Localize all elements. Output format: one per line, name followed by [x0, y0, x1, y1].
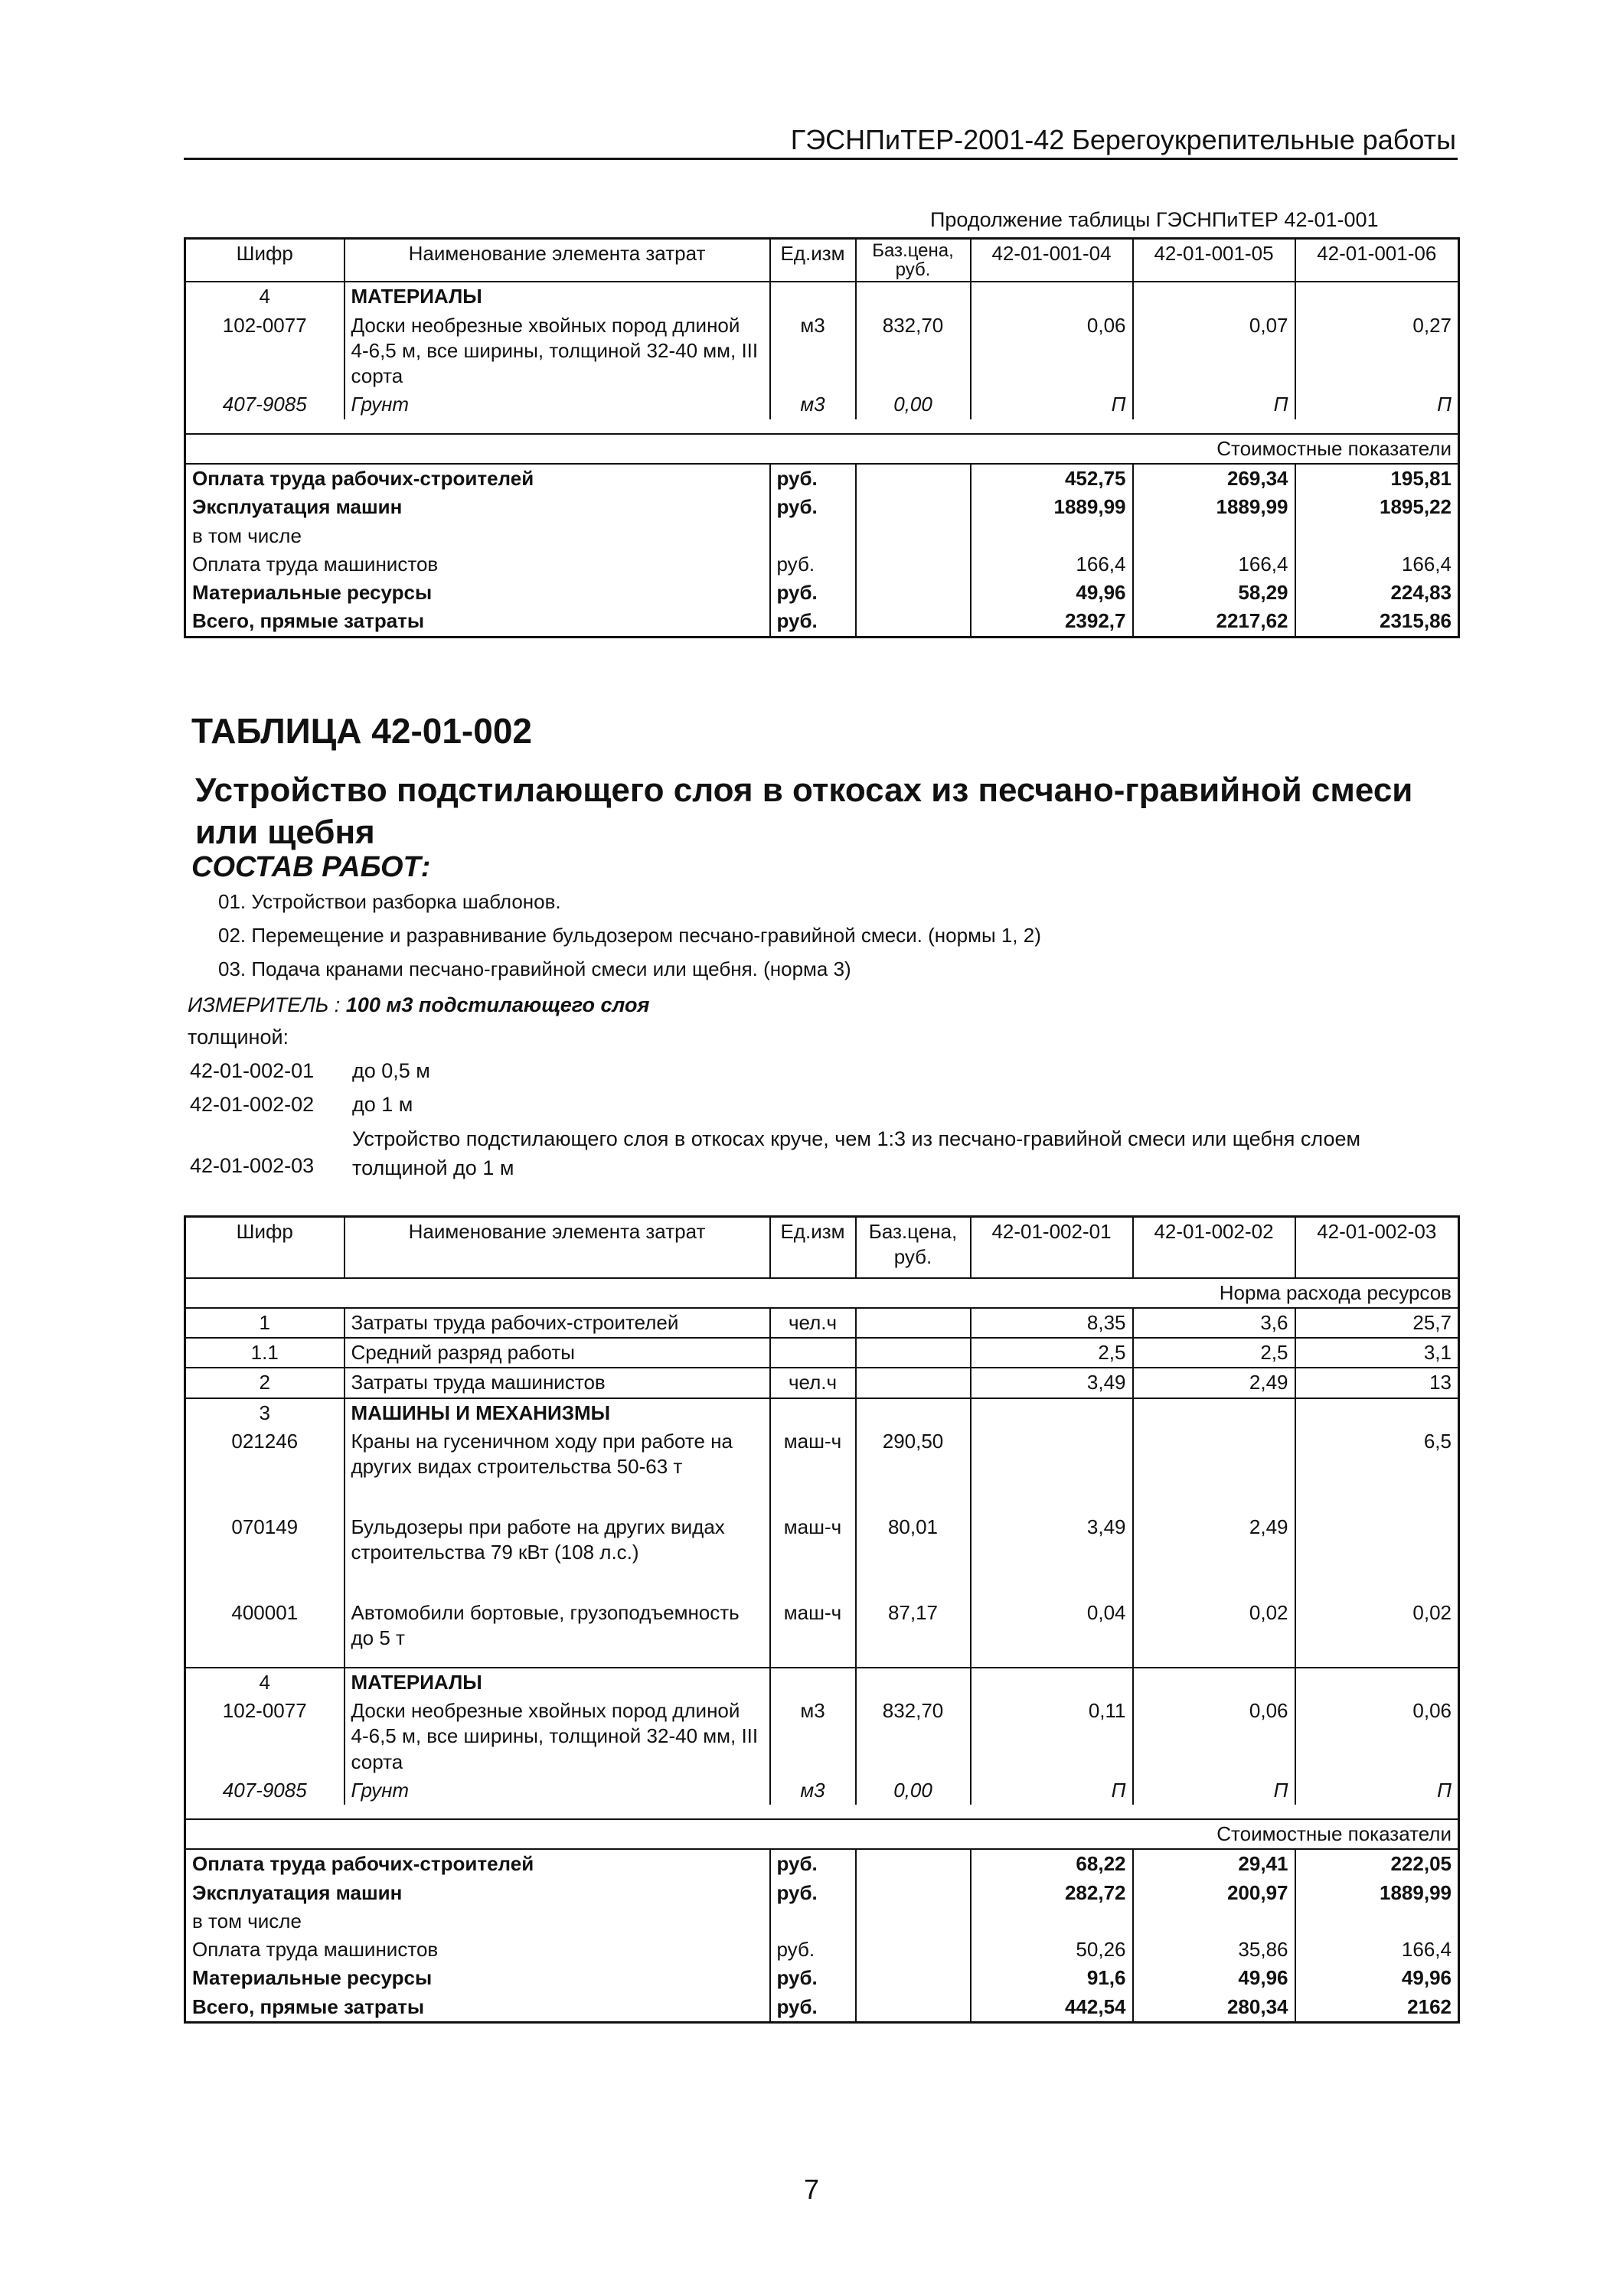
cost-value: 280,34 — [1133, 1993, 1295, 2023]
row-code: 102-0077 — [185, 1697, 345, 1776]
table-row — [185, 1308, 1459, 1338]
norm-desc: до 0,5 м — [352, 1059, 430, 1082]
row-value: 3,49 — [971, 1368, 1133, 1397]
norm-code: 42-01-002-01 — [190, 1059, 315, 1082]
cost-value: 1889,99 — [1133, 493, 1295, 521]
row-value: П — [971, 390, 1133, 419]
row-price: 80,01 — [856, 1513, 971, 1599]
row-value — [971, 1427, 1133, 1513]
cost-row — [185, 1993, 1459, 2023]
cost-unit: руб. — [770, 607, 856, 637]
table-row — [185, 1599, 1459, 1668]
row-code: 1 — [185, 1308, 345, 1338]
cost-value: 2162 — [1407, 1994, 1452, 2018]
cost-value: 2315,86 — [1380, 609, 1452, 633]
cost-name: Оплата труда рабочих-строителей — [185, 1849, 770, 1878]
cost-value: 29,41 — [1133, 1849, 1295, 1878]
cost-label: Стоимостные показатели — [1216, 436, 1452, 460]
table2-cost-label-row — [185, 1819, 1459, 1849]
row-value: 0,07 — [1133, 311, 1295, 391]
section-title: МАШИНЫ И МЕХАНИЗМЫ — [345, 1398, 770, 1427]
table1-col-price: Баз.цена, руб. — [856, 239, 971, 282]
row-code: 407-9085 — [185, 390, 345, 419]
row-price: 290,50 — [856, 1427, 971, 1513]
cost-row — [185, 550, 1459, 579]
table2-section4-row — [185, 1668, 1459, 1697]
section-title: МАТЕРИАЛЫ — [345, 282, 770, 311]
row-name: Средний разряд работы — [345, 1338, 770, 1368]
cost-name: Оплата труда машинистов — [185, 550, 770, 579]
table2-col-norm1: 42-01-002-01 — [971, 1217, 1133, 1278]
table2-col-norm2: 42-01-002-02 — [1133, 1217, 1295, 1278]
cost-unit: руб. — [770, 1993, 856, 2023]
row-name: Грунт — [345, 1776, 770, 1805]
row-value: 3,6 — [1133, 1308, 1295, 1338]
table2 — [184, 1215, 1460, 2024]
cost-value: 50,26 — [971, 1936, 1133, 1964]
row-price: 832,70 — [856, 1697, 971, 1776]
table-row — [185, 1427, 1459, 1513]
table1-col-unit: Ед.изм — [770, 239, 856, 282]
row-unit: маш-ч — [770, 1427, 856, 1513]
cost-value: 224,83 — [1390, 581, 1452, 605]
section-code: 4 — [185, 1668, 345, 1697]
table2-title: ТАБЛИЦА 42-01-002 — [191, 711, 532, 751]
cost-value: 1895,22 — [1380, 495, 1452, 519]
row-value: 25,7 — [1412, 1310, 1452, 1334]
table2-col-unit: Ед.изм — [770, 1217, 856, 1278]
cost-name: Оплата труда машинистов — [185, 1936, 770, 1964]
cost-value: 2217,62 — [1133, 607, 1295, 637]
row-unit: чел.ч — [770, 1368, 856, 1397]
cost-value: 1889,99 — [1380, 1880, 1452, 1904]
row-name: Бульдозеры при работе на других видах строительства 79 кВт (108 л.с.) — [345, 1513, 770, 1599]
row-unit: м3 — [770, 311, 856, 391]
cost-unit: руб. — [770, 1936, 856, 1964]
row-value: П — [1133, 390, 1295, 419]
table-row — [185, 1513, 1459, 1599]
cost-value: 35,86 — [1133, 1936, 1295, 1964]
row-name: Затраты труда машинистов — [345, 1368, 770, 1397]
table-row — [185, 1697, 1459, 1776]
row-value: 2,5 — [1133, 1338, 1295, 1368]
cost-name: Всего, прямые затраты — [185, 1993, 770, 2023]
operation-item: 03. Подача кранами песчано-гравийной смеси или щебня. (норма 3) — [218, 957, 851, 980]
row-value: 0,06 — [1133, 1697, 1295, 1776]
cost-value: 91,6 — [971, 1964, 1133, 1992]
table1-cost-label-row — [185, 434, 1459, 464]
row-price: 87,17 — [856, 1599, 971, 1668]
cost-value: 442,54 — [971, 1993, 1133, 2023]
page-number: 7 — [803, 2174, 820, 2205]
measurer-value: 100 м3 подстилающего слоя — [345, 993, 650, 1016]
norm-desc: Устройство подстилающего слоя в откосах круче, чем 1:3 из песчано-гравийной смеси или щебня слоем толщиной до 1 м — [352, 1127, 1361, 1179]
cost-value: 49,96 — [1133, 1964, 1295, 1992]
cost-row — [185, 607, 1459, 637]
table2-col-name: Наименование элемента затрат — [345, 1217, 770, 1278]
cost-value: 222,05 — [1390, 1852, 1452, 1876]
table1-continuation-caption: Продолжение таблицы ГЭСНПиТЕР 42-01-001 — [930, 208, 1379, 231]
table1 — [184, 237, 1460, 638]
operation-item: 02. Перемещение и разравнивание бульдозером песчано-гравийной смеси. (нормы 1, 2) — [218, 924, 1041, 947]
norm-desc: до 1 м — [352, 1093, 413, 1116]
cost-value: 269,34 — [1133, 464, 1295, 493]
measurer-line — [188, 993, 649, 1017]
row-value: 0,04 — [971, 1599, 1133, 1668]
cost-row — [185, 1907, 1459, 1936]
row-code: 102-0077 — [185, 311, 345, 391]
header-rule — [184, 158, 1458, 160]
row-value: 2,5 — [971, 1338, 1133, 1368]
table1-col-norm3: 42-01-001-06 — [1317, 242, 1437, 265]
row-name: Доски необрезные хвойных пород длиной 4-6,5 м, все ширины, толщиной 32-40 мм, III сорта — [345, 1697, 770, 1776]
cost-value: 166,4 — [1401, 552, 1452, 576]
cost-name: Эксплуатация машин — [185, 493, 770, 521]
row-price: 0,00 — [856, 390, 971, 419]
row-unit: чел.ч — [770, 1308, 856, 1338]
row-value: П — [1437, 393, 1452, 416]
norm-label: Норма расхода ресурсов — [1219, 1280, 1452, 1304]
table1-header-row — [185, 239, 1459, 282]
cost-row — [185, 522, 1459, 550]
table1-col-name: Наименование элемента затрат — [345, 239, 770, 282]
section-title: МАТЕРИАЛЫ — [345, 1668, 770, 1697]
cost-name: Всего, прямые затраты — [185, 607, 770, 637]
measurer-label: ИЗМЕРИТЕЛЬ : — [188, 993, 341, 1016]
row-name: Доски необрезные хвойных пород длиной 4-6,5 м, все ширины, толщиной 32-40 мм, III сорта — [345, 311, 770, 391]
table1-col-norm1: 42-01-001-04 — [971, 239, 1133, 282]
row-value: 6,5 — [1423, 1429, 1452, 1453]
cost-unit: руб. — [770, 1849, 856, 1878]
cost-value: 195,81 — [1390, 466, 1452, 490]
row-value: 0,06 — [1412, 1699, 1452, 1723]
cost-value: 68,22 — [971, 1849, 1133, 1878]
cost-value: 2392,7 — [971, 607, 1133, 637]
table-row — [185, 311, 1459, 391]
table2-norm-label-row — [185, 1278, 1459, 1308]
thickness-label: толщиной: — [188, 1026, 289, 1049]
row-value: 13 — [1429, 1371, 1452, 1394]
cost-name: в том числе — [185, 522, 770, 550]
cost-unit: руб. — [770, 464, 856, 493]
section-code: 4 — [185, 282, 345, 311]
table1-col-code: Шифр — [185, 239, 345, 282]
cost-value: 58,29 — [1133, 579, 1295, 607]
row-value: 0,11 — [971, 1697, 1133, 1776]
row-value — [1295, 1513, 1459, 1599]
row-value: 8,35 — [971, 1308, 1133, 1338]
cost-value: 452,75 — [971, 464, 1133, 493]
cost-row — [185, 1936, 1459, 1964]
row-value: 0,02 — [1133, 1599, 1295, 1668]
row-code: 070149 — [185, 1513, 345, 1599]
row-value: 0,02 — [1412, 1600, 1452, 1624]
cost-name: Материальные ресурсы — [185, 579, 770, 607]
table-row — [185, 1338, 1459, 1368]
row-value: 2,49 — [1133, 1368, 1295, 1397]
cost-row — [185, 464, 1459, 493]
row-code: 400001 — [185, 1599, 345, 1668]
norm-code: 42-01-002-02 — [190, 1093, 315, 1116]
row-value: П — [1133, 1776, 1295, 1805]
row-price: 0,00 — [856, 1776, 971, 1805]
cost-name: Оплата труда рабочих-строителей — [185, 464, 770, 493]
table2-col-norm3: 42-01-002-03 — [1317, 1220, 1437, 1243]
row-unit: м3 — [770, 1697, 856, 1776]
cost-unit: руб. — [770, 579, 856, 607]
table2-section3-row — [185, 1398, 1459, 1427]
operation-item: 01. Устройствои разборка шаблонов. — [218, 890, 561, 913]
cost-row — [185, 1849, 1459, 1878]
table-row — [185, 1776, 1459, 1805]
row-value: 3,1 — [1423, 1341, 1452, 1365]
row-value: 0,06 — [971, 311, 1133, 391]
table2-col-price: Баз.цена, руб. — [856, 1217, 971, 1278]
cost-unit: руб. — [770, 550, 856, 579]
row-price: 832,70 — [856, 311, 971, 391]
cost-value: 49,96 — [971, 579, 1133, 607]
cost-name: Эксплуатация машин — [185, 1879, 770, 1907]
table2-col-code: Шифр — [185, 1217, 345, 1278]
table-row — [185, 1368, 1459, 1397]
cost-unit: руб. — [770, 493, 856, 521]
row-code: 021246 — [185, 1427, 345, 1513]
table2-header-row — [185, 1217, 1459, 1278]
cost-value: 200,97 — [1133, 1879, 1295, 1907]
table1-section-row — [185, 282, 1459, 311]
cost-value: 166,4 — [971, 550, 1133, 579]
row-unit: маш-ч — [770, 1599, 856, 1668]
cost-row — [185, 1964, 1459, 1992]
cost-row — [185, 579, 1459, 607]
composition-heading: СОСТАВ РАБОТ: — [191, 851, 431, 883]
row-name: Автомобили бортовые, грузоподъемность до 5 т — [345, 1599, 770, 1668]
cost-name: Материальные ресурсы — [185, 1964, 770, 1992]
cost-row — [185, 493, 1459, 521]
row-value: П — [1437, 1778, 1452, 1802]
row-value: 2,49 — [1133, 1513, 1295, 1599]
cost-value: 49,96 — [1401, 1966, 1452, 1990]
row-unit: м3 — [770, 390, 856, 419]
row-value: 0,27 — [1412, 313, 1452, 337]
table1-col-norm2: 42-01-001-05 — [1133, 239, 1295, 282]
row-code: 1.1 — [185, 1338, 345, 1368]
row-unit: маш-ч — [770, 1513, 856, 1599]
row-name: Затраты труда рабочих-строителей — [345, 1308, 770, 1338]
row-code: 407-9085 — [185, 1776, 345, 1805]
row-unit — [770, 1338, 856, 1368]
row-name: Краны на гусеничном ходу при работе на других видах строительства 50-63 т — [345, 1427, 770, 1513]
cost-unit: руб. — [770, 1964, 856, 1992]
cost-name: в том числе — [185, 1907, 770, 1936]
row-value: 3,49 — [971, 1513, 1133, 1599]
table2-heading: Устройство подстилающего слоя в откосах из песчано-гравийной смеси или щебня — [195, 771, 1413, 851]
row-value: П — [971, 1776, 1133, 1805]
cost-value: 166,4 — [1401, 1938, 1452, 1962]
running-header: ГЭСНПиТЕР-2001-42 Берегоукрепительные работы — [790, 124, 1456, 155]
row-value — [1133, 1427, 1295, 1513]
norm-code: 42-01-002-03 — [190, 1154, 315, 1177]
table-row — [185, 390, 1459, 419]
cost-value: 1889,99 — [971, 493, 1133, 521]
cost-label: Стоимостные показатели — [1216, 1822, 1452, 1846]
section-code: 3 — [185, 1398, 345, 1427]
cost-row — [185, 1879, 1459, 1907]
row-code: 2 — [185, 1368, 345, 1397]
row-name: Грунт — [345, 390, 770, 419]
cost-unit: руб. — [770, 1879, 856, 1907]
cost-value: 166,4 — [1133, 550, 1295, 579]
cost-value: 282,72 — [971, 1879, 1133, 1907]
row-unit: м3 — [770, 1776, 856, 1805]
